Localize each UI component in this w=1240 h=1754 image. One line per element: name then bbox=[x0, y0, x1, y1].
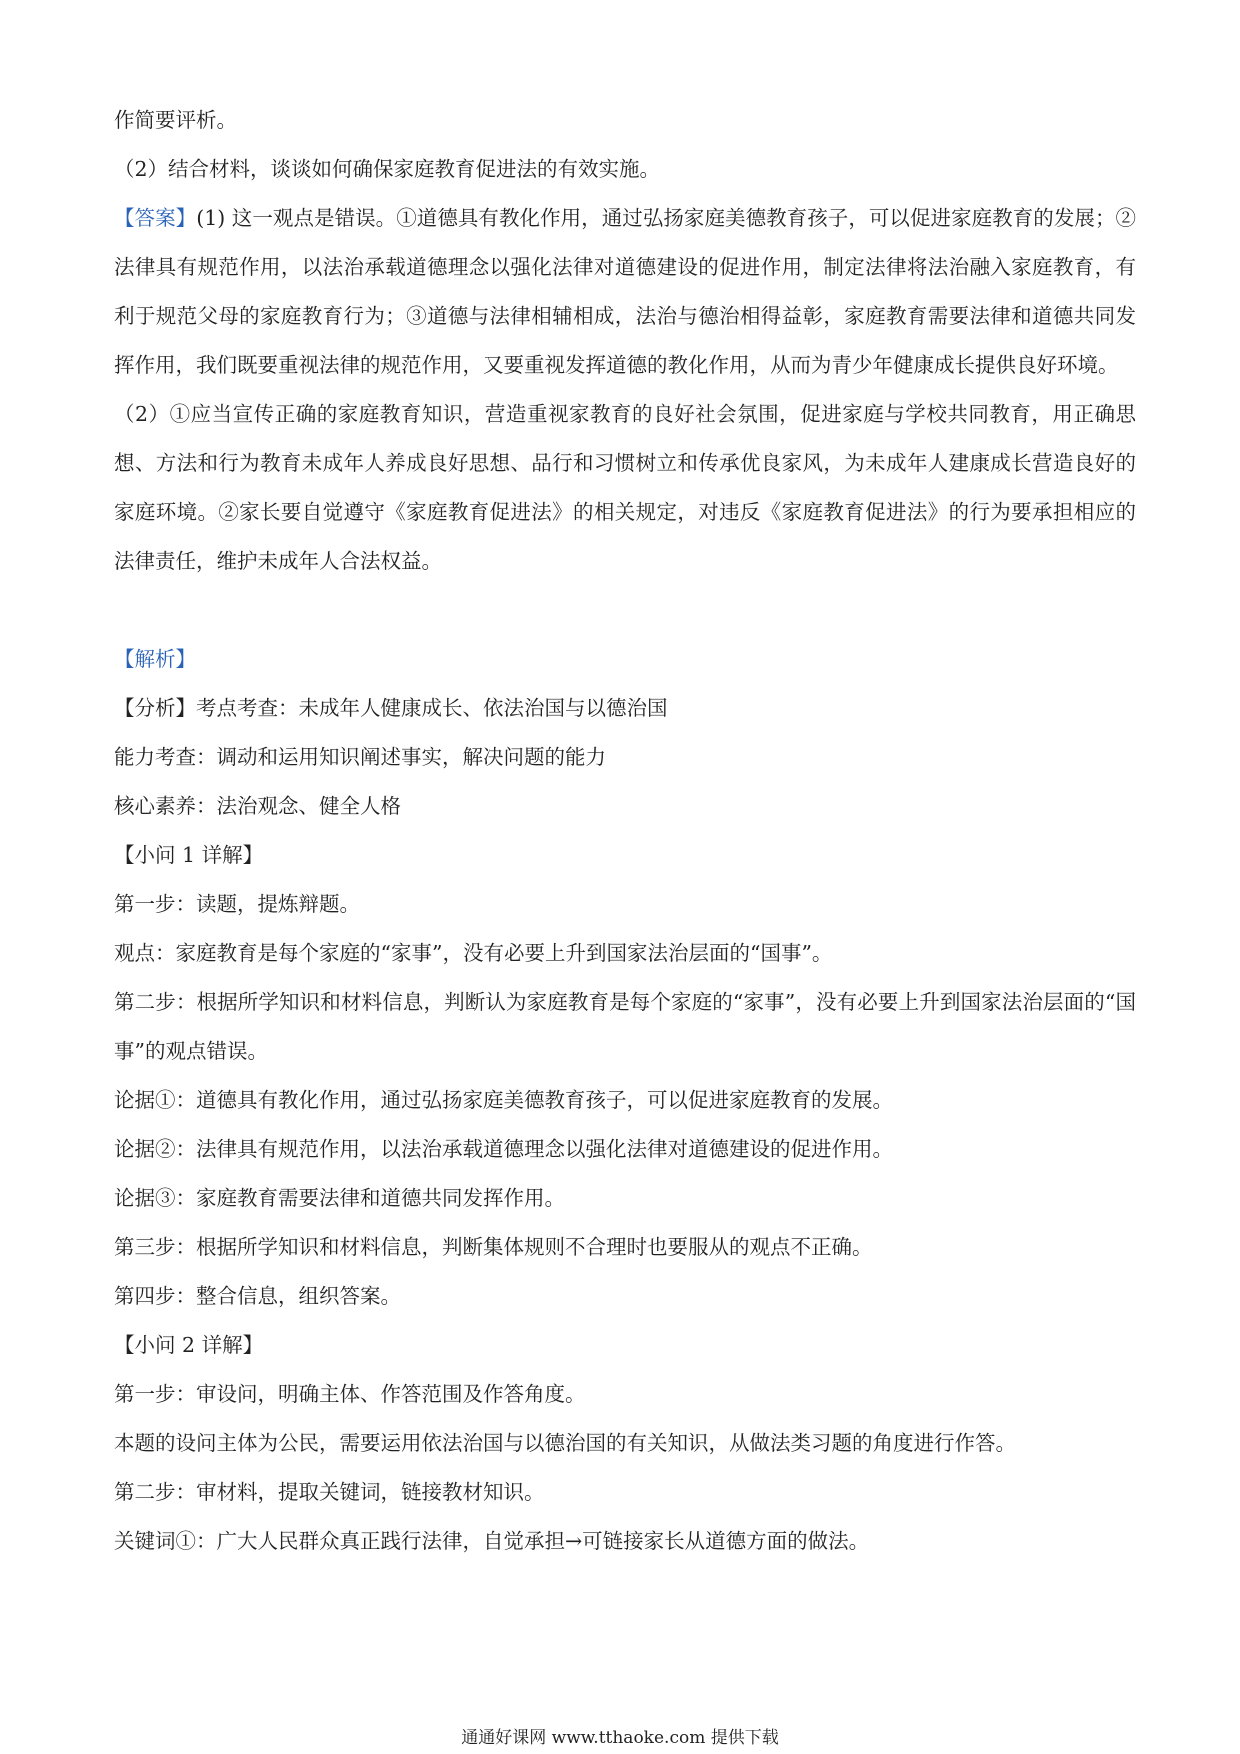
page-content bbox=[114, 96, 1136, 1566]
page-footer: 通通好课网 www.tthaoke.com 提供下载 bbox=[461, 1728, 779, 1748]
sub-question-2-heading: 【小问 2 详解】 bbox=[114, 1333, 264, 1357]
analysis-line: 第一步：审设问，明确主体、作答范围及作答角度。 bbox=[114, 1382, 586, 1406]
analysis-line: 第三步：根据所学知识和材料信息，判断集体规则不合理时也要服从的观点不正确。 bbox=[114, 1235, 873, 1259]
question-tail: 作简要评析。 bbox=[114, 108, 237, 132]
analysis-line: 论据③：家庭教育需要法律和道德共同发挥作用。 bbox=[114, 1186, 565, 1210]
analysis-line: 观点：家庭教育是每个家庭的“家事”，没有必要上升到国家法治层面的“国事”。 bbox=[114, 941, 833, 965]
answer-paragraph-2: （2）①应当宣传正确的家庭教育知识，营造重视家教育的良好社会氛围，促进家庭与学校共同教育，用正确思想、方法和行为教育未成年人养成良好思想、品行和习惯树立和传承优良家风，为未成年人建康成长营造良好的家庭环境。②家长要自觉遵守《家庭教育促进法》的相关规定，对违反《家庭教育促进法》的行为要承担相应的法律责任，维护未成年人合法权益。 bbox=[114, 402, 1136, 573]
analysis-line: 能力考查：调动和运用知识阐述事实，解决问题的能力 bbox=[114, 745, 606, 769]
sub-question-1-heading: 【小问 1 详解】 bbox=[114, 843, 264, 867]
answer-part-1: (1) 这一观点是错误。①道德具有教化作用，通过弘扬家庭美德教育孩子，可以促进家庭教育的发展；②法律具有规范作用，以法治承载道德理念以强化法律对道德建设的促进作用，制定法律将法治融入家庭教育，有利于规范父母的家庭教育行为；③道德与法律相辅相成，法治与德治相得益彰，家庭教育需要法律和道德共同发挥作用，我们既要重视法律的规范作用，又要重视发挥道德的教化作用，从而为青少年健康成长提供良好环境。 bbox=[114, 206, 1136, 377]
spacer bbox=[114, 586, 1136, 635]
analysis-line: 第一步：读题，提炼辩题。 bbox=[114, 892, 360, 916]
analysis-line: 第四步：整合信息，组织答案。 bbox=[114, 1284, 401, 1308]
analysis-step-2: 第二步：根据所学知识和材料信息，判断认为家庭教育是每个家庭的“家事”，没有必要上升到国家法治层面的“国事”的观点错误。 bbox=[114, 990, 1136, 1063]
analysis-line: 【分析】考点考查：未成年人健康成长、依法治国与以德治国 bbox=[114, 696, 668, 720]
analysis-line: 核心素养：法治观念、健全人格 bbox=[114, 794, 401, 818]
analysis-line: 第二步：审材料，提取关键词，链接教材知识。 bbox=[114, 1480, 545, 1504]
question-2: （2）结合材料，谈谈如何确保家庭教育促进法的有效实施。 bbox=[114, 157, 661, 181]
answer-label: 【答案】 bbox=[114, 206, 197, 230]
analysis-line: 论据①：道德具有教化作用，通过弘扬家庭美德教育孩子，可以促进家庭教育的发展。 bbox=[114, 1088, 893, 1112]
analysis-label: 【解析】 bbox=[114, 647, 196, 671]
analysis-line: 论据②：法律具有规范作用，以法治承载道德理念以强化法律对道德建设的促进作用。 bbox=[114, 1137, 893, 1161]
analysis-line: 关键词①：广大人民群众真正践行法律，自觉承担→可链接家长从道德方面的做法。 bbox=[114, 1529, 870, 1553]
analysis-line: 本题的设问主体为公民，需要运用依法治国与以德治国的有关知识，从做法类习题的角度进行作答。 bbox=[114, 1431, 1016, 1455]
answer-paragraph-1 bbox=[114, 194, 1136, 390]
